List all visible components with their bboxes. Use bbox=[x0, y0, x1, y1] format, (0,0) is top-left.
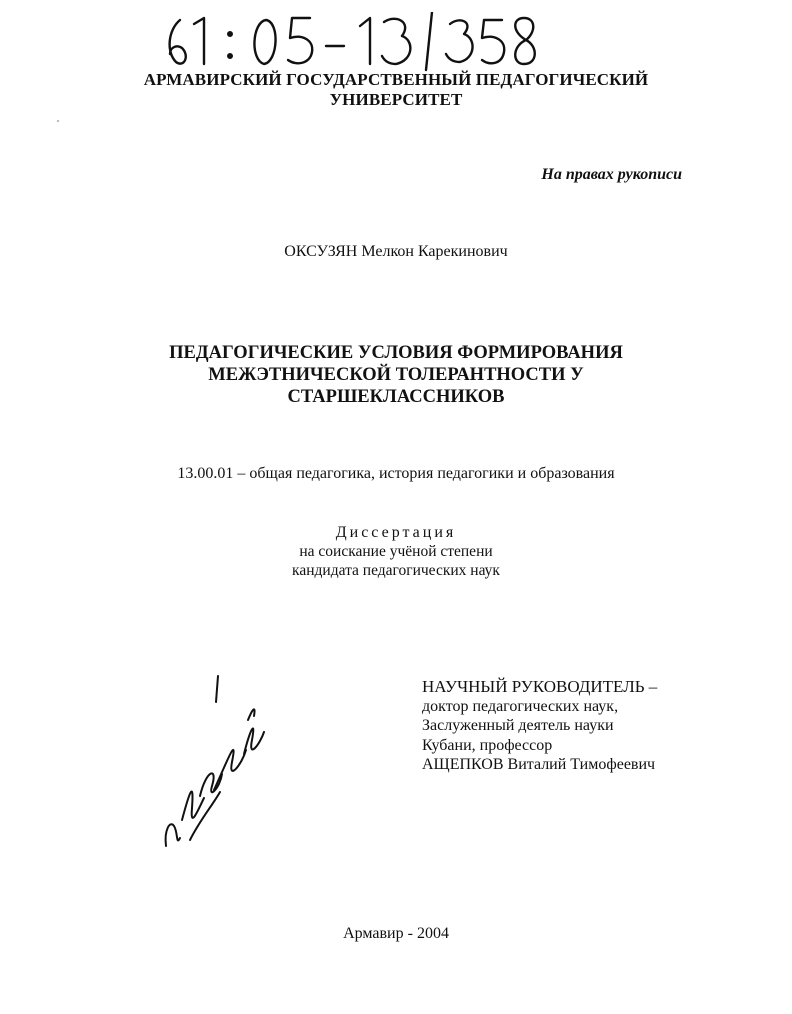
document-type: Диссертация bbox=[335, 524, 457, 541]
degree-line2: на соискание учёной степени bbox=[299, 543, 493, 560]
handwritten-signature bbox=[160, 670, 270, 860]
thesis-title-line3: СТАРШЕКЛАССНИКОВ bbox=[287, 387, 505, 407]
supervisor-name: АЩЕПКОВ Виталий Тимофеевич bbox=[422, 756, 656, 773]
specialty-code: 13.00.01 – общая педагогика, история педагогики и образования bbox=[177, 465, 615, 482]
degree-line3: кандидата педагогических наук bbox=[292, 562, 500, 579]
handwritten-archive-code bbox=[160, 12, 540, 72]
thesis-title-line1: ПЕДАГОГИЧЕСКИЕ УСЛОВИЯ ФОРМИРОВАНИЯ bbox=[169, 343, 623, 363]
manuscript-rights-note: На правах рукописи bbox=[541, 166, 682, 183]
university-name-line1: АРМАВИРСКИЙ ГОСУДАРСТВЕННЫЙ ПЕДАГОГИЧЕСКИЙ bbox=[143, 70, 649, 89]
scan-speck bbox=[57, 120, 59, 122]
university-name-line2: УНИВЕРСИТЕТ bbox=[329, 90, 463, 109]
university-name bbox=[0, 70, 792, 110]
supervisor-degree: доктор педагогических наук, bbox=[422, 697, 619, 715]
scientific-supervisor bbox=[422, 677, 657, 775]
author-name: ОКСУЗЯН Мелкон Карекинович bbox=[284, 243, 508, 260]
supervisor-honor: Заслуженный деятель науки bbox=[422, 717, 614, 734]
supervisor-heading: НАУЧНЫЙ РУКОВОДИТЕЛЬ – bbox=[422, 677, 658, 696]
city-year: Армавир - 2004 bbox=[343, 925, 449, 942]
thesis-title-line2: МЕЖЭТНИЧЕСКОЙ ТОЛЕРАНТНОСТИ У bbox=[208, 365, 584, 385]
thesis-title bbox=[0, 342, 792, 408]
supervisor-title: Кубани, профессор bbox=[422, 736, 553, 754]
degree-block bbox=[0, 523, 792, 580]
